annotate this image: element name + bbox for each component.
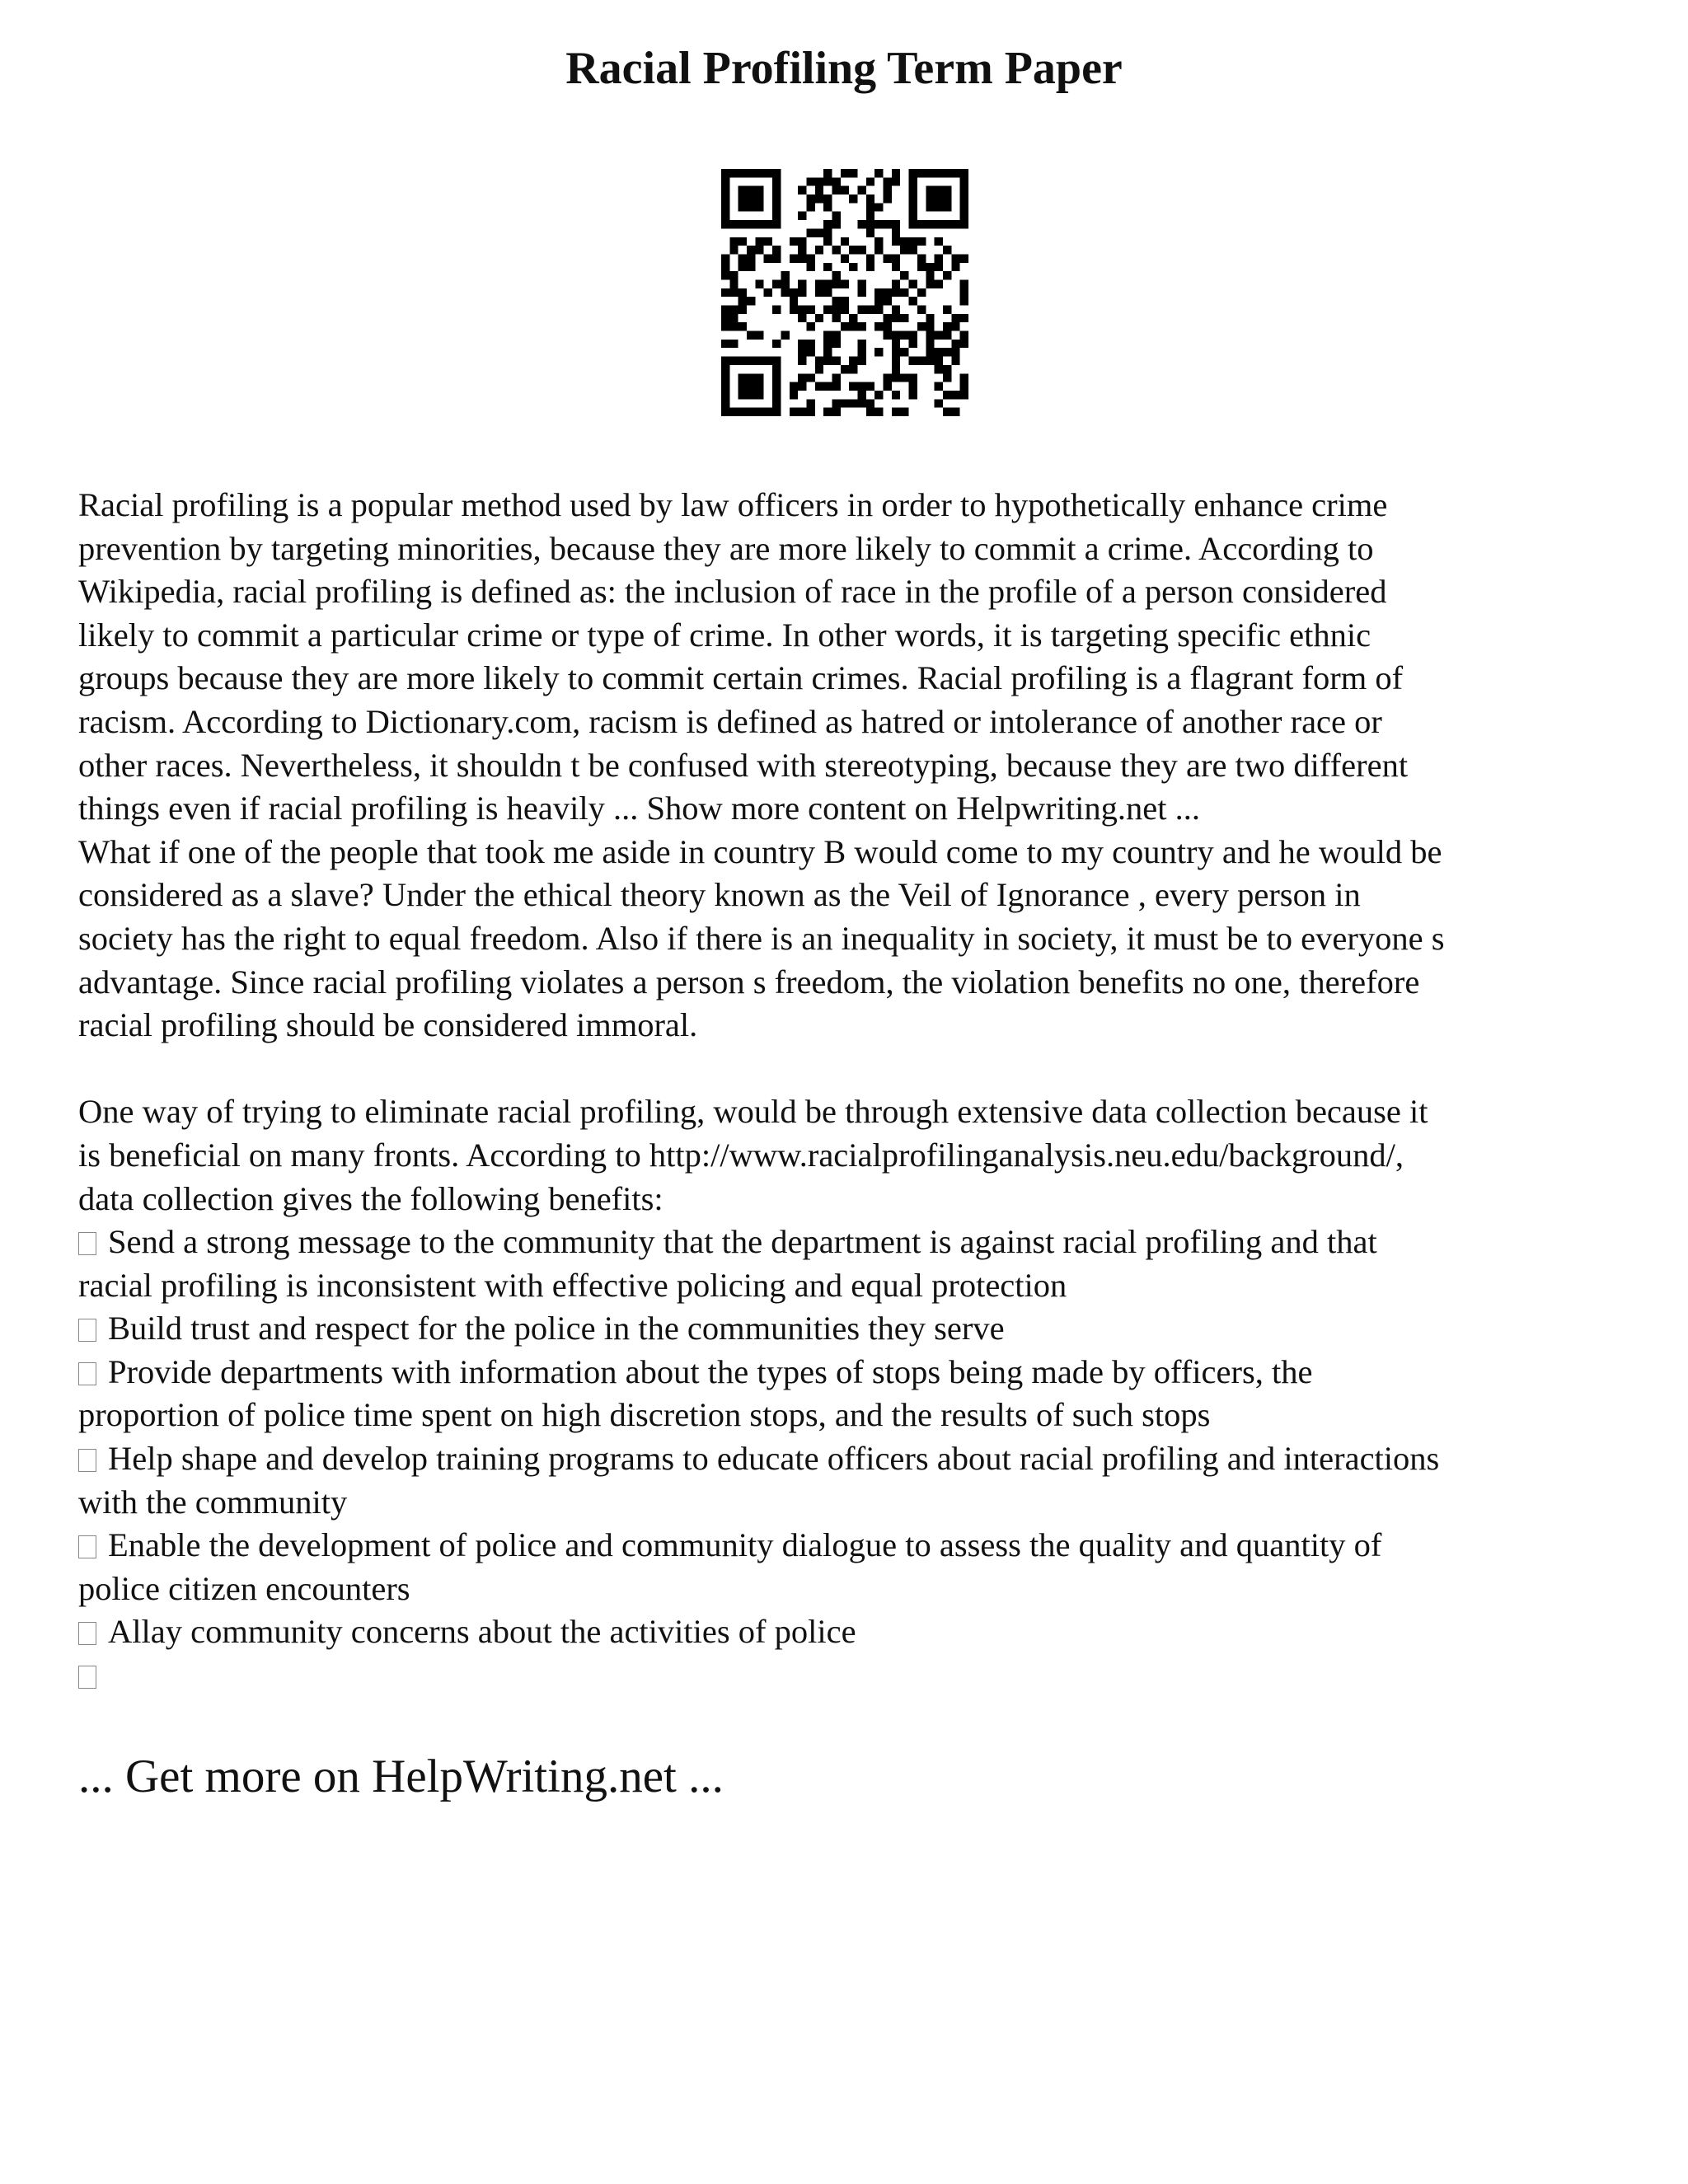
get-more-link[interactable]: ... Get more on HelpWriting.net ...: [78, 1750, 724, 1802]
qr-code-icon: [721, 169, 968, 416]
bullet-item: [78, 1610, 1628, 1654]
bullet-text: Enable the development of police and community dialogue to assess the quality and quantity of: [108, 1526, 1382, 1564]
bullet-item-empty: [78, 1654, 1628, 1698]
bullet-text: Allay community concerns about the activities of police: [108, 1613, 856, 1651]
bullet-box-icon: [78, 1232, 96, 1255]
bullet-box-icon: [78, 1666, 96, 1689]
page-title: Racial Profiling Term Paper: [565, 43, 1123, 94]
paragraph-line: society has the right to equal freedom. Also if there is an inequality in society, it must be to everyone s: [78, 919, 1445, 957]
paragraph-line: considered as a slave? Under the ethical theory known as the Veil of Ignorance , every person in: [78, 876, 1361, 914]
bullet-continuation: racial profiling is inconsistent with effective policing and equal protection: [78, 1266, 1067, 1304]
paragraph-line: racial profiling should be considered immoral.: [78, 1006, 698, 1044]
paragraph-line: What if one of the people that took me aside in country B would come to my country and he would be: [78, 832, 1442, 870]
paragraph-line: prevention by targeting minorities, because they are more likely to commit a crime. According to: [78, 529, 1374, 567]
paragraph-line: advantage. Since racial profiling violates a person s freedom, the violation benefits no one, therefore: [78, 963, 1420, 1001]
bullet-text: Build trust and respect for the police in the communities they serve: [108, 1310, 1005, 1347]
bullet-item: [78, 1437, 1628, 1481]
paragraph-line: groups because they are more likely to commit certain crimes. Racial profiling is a flagrant form of: [78, 659, 1404, 697]
paragraph-gap: [78, 1047, 1628, 1091]
paragraph-line: One way of trying to eliminate racial profiling, would be through extensive data collection because it: [78, 1093, 1428, 1131]
bullet-item: [78, 1221, 1628, 1264]
paragraph-line: other races. Nevertheless, it shouldn t be confused with stereotyping, because they are two different: [78, 746, 1409, 784]
bullet-text: Help shape and develop training programs to educate officers about racial profiling and interactions: [108, 1440, 1440, 1478]
bullet-text: Provide departments with information about the types of stops being made by officers, the: [108, 1352, 1313, 1390]
bullet-continuation: police citizen encounters: [78, 1569, 410, 1607]
paragraph-line: racism. According to Dictionary.com, racism is defined as hatred or intolerance of another race or: [78, 702, 1382, 740]
bullet-item: [78, 1524, 1628, 1568]
bullet-item: [78, 1307, 1628, 1351]
bullet-box-icon: [78, 1319, 96, 1342]
bullet-text: Send a strong message to the community that the department is against racial profiling and that: [108, 1223, 1377, 1261]
bullet-continuation: with the community: [78, 1483, 348, 1521]
bullet-item: [78, 1351, 1628, 1394]
bullet-box-icon: [78, 1449, 96, 1472]
bullet-box-icon: [78, 1362, 96, 1385]
bullet-box-icon: [78, 1622, 96, 1645]
paragraph-line: Racial profiling is a popular method used by law officers in order to hypothetically enhance crime: [78, 486, 1388, 523]
paragraph-line: likely to commit a particular crime or type of crime. In other words, it is targeting specific ethnic: [78, 616, 1372, 654]
bullet-continuation: proportion of police time spent on high discretion stops, and the results of such stops: [78, 1396, 1211, 1434]
paragraph-line: Wikipedia, racial profiling is defined as: the inclusion of race in the profile of a person considered: [78, 573, 1387, 611]
body-text: [78, 484, 1628, 1698]
bullet-box-icon: [78, 1535, 96, 1558]
paragraph-line: data collection gives the following benefits:: [78, 1179, 663, 1217]
paragraph-line: is beneficial on many fronts. According to http://www.racialprofilinganalysis.neu.edu/background/,: [78, 1136, 1404, 1174]
paragraph-line: things even if racial profiling is heavily ... Show more content on Helpwriting.net ...: [78, 790, 1200, 827]
